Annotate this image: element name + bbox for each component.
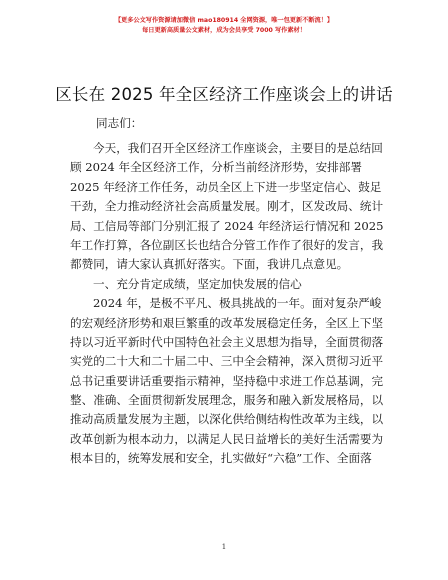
paragraph-line: 整、准确、全面贯彻新发展理念，服务和融入新发展格局，以 [70,393,384,408]
paragraph-line: 实党的二十大和二十届二中、三中全会精神，深入贯彻习近平 [70,354,384,369]
paragraph-line: 总书记重要讲话重要指示精神，坚持稳中求进工作总基调，完 [70,373,384,388]
document-title: 区长在 2025 年全区经济工作座谈会上的讲话 [55,85,393,104]
greeting: 同志们： [96,116,143,130]
promo-banner-line-1: 【更多公文写作资源请加微信 mao180914 全网资源，唯一包更新不断流！】 [114,17,334,24]
document-body [70,139,385,469]
paragraph-line: 顾 2024 年全区经济工作，分析当前经济形势，安排部署 [70,160,362,175]
paragraph-line: 年工作打算，各位副区长也结合分管工作作了很好的发言，我 [70,237,384,252]
paragraph-line: 2024 年，是极不平凡、极具挑战的一年。面对复杂严峻 [93,296,382,311]
paragraph-line: 干劲，全力推动经济社会高质量发展。刚才，区发改局、统计 [70,199,384,214]
paragraph-line: 持以习近平新时代中国特色社会主义思想为指导，全面贯彻落 [70,334,384,349]
section-heading: 一、充分肯定成绩，坚定加快发展的信心 [93,276,302,291]
page-number: 1 [221,543,227,551]
paragraph-line: 都赞同，请大家认真抓好落实。下面，我讲几点意见。 [70,257,349,272]
paragraph-line: 2025 年经济工作任务，动员全区上下进一步坚定信心、鼓足 [70,179,382,194]
paragraph-line: 的宏观经济形势和艰巨繁重的改革发展稳定任务，全区上下坚 [70,315,384,330]
paragraph-line: 今天，我们召开全区经济工作座谈会，主要目的是总结回 [93,141,383,155]
paragraph-line: 改革创新为根本动力，以满足人民日益增长的美好生活需要为 [70,431,384,446]
paragraph-line: 根本目的，统筹发展和安全，扎实做好“六稳”工作、全面落 [70,451,372,466]
paragraph-line: 推动高质量发展为主题，以深化供给侧结构性改革为主线，以 [70,412,384,427]
promo-banner-line-2: 每日更新高质量公文素材，成为会员享受 7000 写作素材！ [142,27,306,34]
paragraph-line: 局、工信局等部门分别汇报了 2024 年经济运行情况和 2025 [70,218,384,233]
